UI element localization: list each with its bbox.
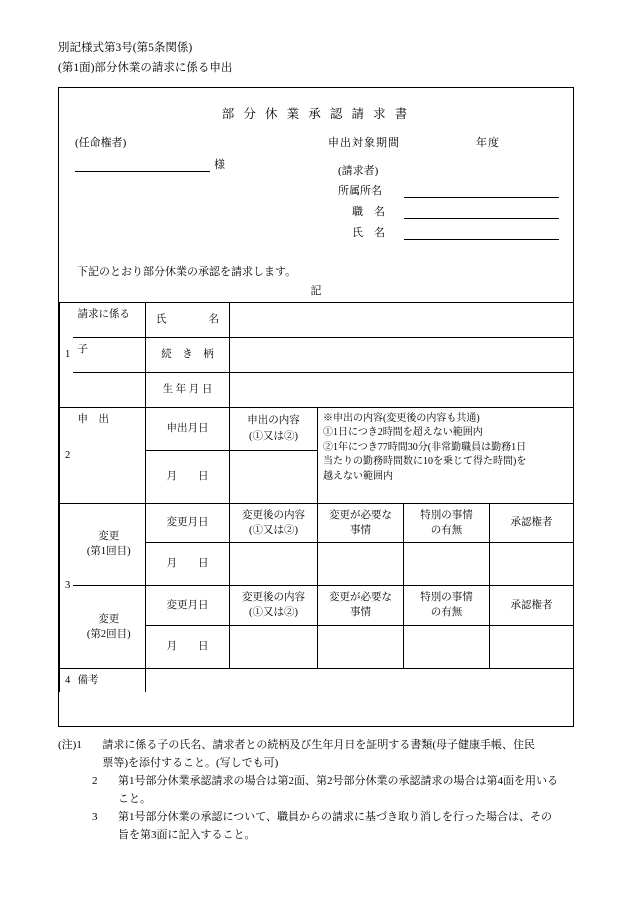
row1-value-name[interactable]: [230, 302, 574, 337]
row3-number: 3: [60, 503, 73, 668]
footnote-1-text: [102, 736, 574, 772]
row2-value-content[interactable]: [230, 450, 318, 503]
row3-label-special-2-a: 特別の事情: [420, 592, 473, 604]
row3-label-approver-1: 承認権者: [490, 503, 574, 542]
row3-change1-title-2: (第1回目): [86, 546, 131, 558]
row4-spacer: [146, 668, 574, 692]
row3-change2-title-1: 変更: [98, 613, 120, 625]
row3-label-reason-1-b: 事情: [350, 524, 371, 536]
requester-name-label: 氏 名: [352, 226, 385, 239]
row2-note-head: ※申出の内容(変更後の内容も共通): [323, 412, 480, 424]
row3-label-after-content-2-main: 変更後の内容: [242, 592, 305, 604]
row2-note-2a: ②1年につき77時間30分(非常勤職員は勤務1日: [323, 441, 527, 453]
footnote-3-line-2: 旨を第3面に記入すること。: [118, 829, 256, 842]
footnote-label: (注): [58, 738, 77, 751]
row2-note-2b: 当たりの勤務時間数に10を乗じて得た時間)を: [323, 456, 527, 468]
row3-value-after-content-1[interactable]: [230, 543, 318, 586]
row1-label-birthdate: 生 年 月 日: [146, 372, 230, 407]
form-frame: [58, 87, 574, 727]
requester-affiliation-row: [338, 182, 559, 198]
row3-label-reason-1-a: 変更が必要な: [329, 509, 392, 521]
fiscal-year-label: 年度: [476, 136, 500, 149]
request-statement: 下記のとおり部分休業の承認を請求します。: [77, 265, 297, 278]
row3-label-change-date-2: 変更月日: [146, 586, 230, 625]
table-row: [60, 372, 574, 407]
table-row: [60, 407, 574, 450]
row3-label-special-2: [404, 586, 490, 625]
row4-title: 備考: [73, 668, 146, 692]
requester-position-field[interactable]: [404, 206, 559, 219]
appointer-period-row: [59, 134, 573, 245]
appointer-label: (任命権者): [75, 136, 127, 149]
footnote-2-number: 2: [92, 775, 98, 787]
table-row: [60, 503, 574, 542]
row4-number: 4: [60, 668, 73, 692]
row3-change1-title-1: 変更: [98, 531, 120, 543]
footnote-1-line-2: 票等)を添付すること。(写しでも可): [102, 756, 279, 769]
footnote-3-text: [118, 808, 574, 844]
row2-title: 申 出: [73, 407, 146, 503]
ki-mark: 記: [310, 284, 322, 297]
form-table: [59, 302, 574, 726]
row1-number: 1: [60, 302, 73, 407]
row1-title-1: 請求に係る: [73, 302, 146, 337]
table-row: [60, 302, 574, 337]
requester-block: [328, 162, 559, 240]
row2-value-date[interactable]: 月 日: [146, 450, 230, 503]
row3-change2-title-2: (第2回目): [86, 628, 131, 640]
period-label: 申出対象期間: [328, 136, 400, 149]
row3-value-special-2[interactable]: [404, 625, 490, 668]
appointer-name-field[interactable]: [75, 158, 210, 172]
row3-value-approver-1[interactable]: [490, 543, 574, 586]
row3-label-reason-1: [318, 503, 404, 542]
requester-name-field[interactable]: [404, 227, 559, 240]
row1-title-2: 子: [73, 337, 146, 372]
row2-number: 2: [60, 407, 73, 503]
footnotes: [58, 736, 574, 845]
row3-label-special-1-b: の有無: [430, 524, 463, 536]
row3-label-after-content-2-sub: (①又は②): [249, 607, 298, 619]
sheet-line: (第1面)部分休業の請求に係る申出: [58, 61, 233, 74]
footnote-3: [58, 808, 574, 844]
row3-label-after-content-1-main: 変更後の内容: [242, 509, 305, 521]
table-row: [60, 337, 574, 372]
row2-label-date: 申出月日: [146, 407, 230, 450]
row3-label-after-content-1-sub: (①又は②): [249, 524, 298, 536]
requester-label: (請求者): [338, 164, 379, 177]
table-row: [60, 692, 574, 726]
row3-change1-title: [73, 503, 146, 585]
row3-change2-title: [73, 586, 146, 668]
row3-label-change-date-1: 変更月日: [146, 503, 230, 542]
row1-value-birthdate[interactable]: [230, 372, 574, 407]
row3-value-change-date-1[interactable]: 月 日: [146, 543, 230, 586]
row3-label-reason-2-a: 変更が必要な: [329, 592, 392, 604]
footnote-2: [58, 772, 574, 808]
row3-value-approver-2[interactable]: [490, 625, 574, 668]
row3-value-reason-2[interactable]: [318, 625, 404, 668]
row2-note-cell: [318, 407, 574, 503]
row2-label-content-sub: (①又は②): [249, 430, 298, 442]
row2-label-content: [230, 407, 318, 450]
row2-note-1: ①1日につき2時間を超えない範囲内: [323, 427, 483, 439]
row4-value[interactable]: [60, 692, 574, 726]
row1-label-name: 氏 名: [146, 302, 230, 337]
footnote-3-number: 3: [92, 811, 98, 824]
row2-note-2c: 越えない範囲内: [323, 470, 393, 482]
appointer-sama: 様: [214, 158, 225, 171]
row1-value-relation[interactable]: [230, 337, 574, 372]
footnote-1-line-1: 請求に係る子の氏名、請求者との続柄及び生年月日を証明する書類(母子健康手帳、住民: [102, 738, 535, 751]
footnote-2-line-1: 第1号部分休業承認請求の場合は第2面、第2号部分休業の承認請求の場合は第4面を用いる: [118, 775, 558, 787]
document-title: 部 分 休 業 承 認 請 求 書: [221, 106, 411, 121]
table-row: [60, 668, 574, 692]
row3-value-reason-1[interactable]: [318, 543, 404, 586]
footnote-1: [58, 736, 574, 772]
row3-value-change-date-2[interactable]: 月 日: [146, 625, 230, 668]
footnote-2-line-2: こと。: [118, 793, 151, 806]
appointer-block: [75, 134, 320, 172]
row3-label-reason-2: [318, 586, 404, 625]
row1-title-3: [73, 372, 146, 407]
requester-name-row: [338, 224, 559, 240]
appointer-name-line: [75, 156, 320, 172]
row3-value-special-1[interactable]: [404, 543, 490, 586]
requester-position-row: [338, 203, 559, 219]
row3-label-after-content-2: [230, 586, 318, 625]
row3-label-reason-2-b: 事情: [350, 607, 371, 619]
row3-label-special-2-b: の有無: [430, 607, 463, 619]
requester-position-label: 職 名: [352, 205, 385, 218]
requester-affiliation-label: 所属所名: [338, 184, 382, 197]
row3-label-special-1-a: 特別の事情: [420, 509, 473, 521]
period-block: [320, 134, 559, 245]
form-number: 別記様式第3号(第5条関係): [58, 42, 193, 54]
footnote-3-line-1: 第1号部分休業の承認について、職員からの請求に基づき取り消しを行った場合は、その: [118, 811, 553, 824]
table-row: [60, 586, 574, 625]
footnote-2-text: [118, 772, 574, 808]
footnote-1-number: 1: [76, 738, 82, 751]
row2-label-content-main: 申出の内容: [247, 415, 300, 427]
row3-value-after-content-2[interactable]: [230, 625, 318, 668]
row3-label-approver-2: 承認権者: [490, 586, 574, 625]
row3-label-special-1: [404, 503, 490, 542]
requester-affiliation-field[interactable]: [404, 185, 559, 198]
row1-label-relation: 続 き 柄: [146, 337, 230, 372]
row3-label-after-content-1: [230, 503, 318, 542]
